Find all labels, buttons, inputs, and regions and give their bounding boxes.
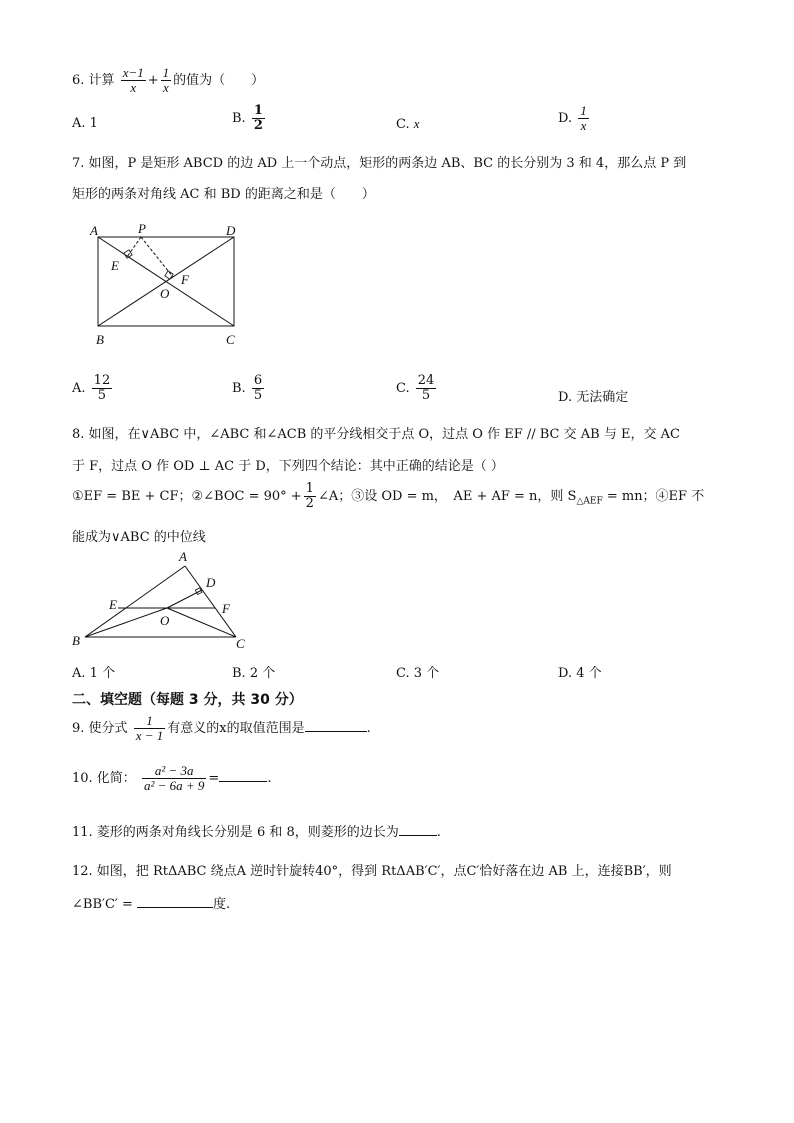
q7-option-a-fraction xyxy=(92,374,113,403)
q6-fraction-1 xyxy=(121,66,146,95)
q9-suffix: 有意义的x的取值范围是 xyxy=(167,721,305,736)
q6-option-d-den: x xyxy=(580,118,587,133)
q7-label-d: D xyxy=(226,223,236,238)
q12-line-2-prefix: ∠BB′C′ = xyxy=(72,897,133,912)
q9-answer-blank[interactable] xyxy=(305,720,367,732)
q6-suffix: 的值为（ ） xyxy=(173,73,265,88)
q7-label-a: A xyxy=(90,223,98,238)
q6-option-d-fraction xyxy=(578,104,589,133)
q8-option-c xyxy=(396,662,439,681)
q6-option-d xyxy=(558,104,591,133)
q6-option-b-den: 2 xyxy=(253,118,263,133)
q12-line-2 xyxy=(72,893,230,912)
q8-label-c: C xyxy=(236,636,245,651)
q11-line xyxy=(72,821,441,840)
q8-line-3-subscript: △AEF xyxy=(576,496,603,507)
q7-option-a xyxy=(72,374,114,403)
q6-option-a-value: 1 xyxy=(89,116,98,131)
q9-fraction xyxy=(134,714,166,743)
q12-line-2-end: 度. xyxy=(213,897,231,912)
q7-label-f: F xyxy=(181,272,189,287)
q8-line-3-frac-den: 2 xyxy=(305,496,314,511)
q7-label-c: C xyxy=(226,332,235,347)
q8-line-4: 能成为∨ABC 的中位线 xyxy=(72,530,206,545)
q6-frac1-den: x xyxy=(130,80,137,95)
q8-line-3-part-2: ∠A；③设 OD = m， AE + AF = n，则 S xyxy=(317,489,577,504)
q9-line xyxy=(72,714,371,743)
q8-option-a-value: 1 个 xyxy=(89,666,116,681)
q7-option-c-label: C. xyxy=(396,381,410,396)
q10-frac-den: a² − 6a + 9 xyxy=(143,778,205,793)
q7-option-b-num: 6 xyxy=(253,373,263,388)
q9-prefix: 9. 使分式 xyxy=(72,721,128,736)
q10-equals: = xyxy=(208,771,220,786)
q6-option-d-num: 1 xyxy=(580,103,587,118)
q10-end: . xyxy=(267,771,272,786)
q7-option-a-label: A. xyxy=(72,381,86,396)
q6-option-b-num: 1 xyxy=(253,103,263,118)
q6-fraction-2 xyxy=(161,66,172,95)
q8-line-3-part-1: ①EF = BE + CF；②∠BOC = 90° + xyxy=(72,489,302,504)
q7-label-p: P xyxy=(138,221,146,236)
q8-figure xyxy=(66,545,256,655)
q7-option-b-fraction xyxy=(252,374,264,403)
q7-option-b-den: 5 xyxy=(253,388,263,403)
q6-option-b-fraction xyxy=(252,104,265,133)
q9-frac-num: 1 xyxy=(134,714,166,729)
q7-perp-pe xyxy=(127,237,141,257)
q8-option-a xyxy=(72,662,115,681)
q10-answer-blank[interactable] xyxy=(219,770,267,782)
q11-text: 11. 菱形的两条对角线长分别是 6 和 8，则菱形的边长为 xyxy=(72,825,399,840)
q7-option-a-den: 5 xyxy=(97,388,107,403)
q11-answer-blank[interactable] xyxy=(399,824,437,836)
q7-option-b xyxy=(232,374,266,403)
q8-label-b: B xyxy=(72,633,80,648)
q6-option-d-label: D. xyxy=(558,111,573,126)
q7-option-d xyxy=(558,386,628,405)
q7-line-1: 7. 如图，P 是矩形 ABCD 的边 AD 上一个动点，矩形的两条边 AB、BC 的长分别为 3 和 4，那么点 P 到 xyxy=(72,156,687,171)
q8-label-a: A xyxy=(179,549,187,564)
q7-option-c-fraction xyxy=(416,374,437,403)
q7-option-c xyxy=(396,374,438,403)
q12-line-1: 12. 如图，把 RtΔABC 绕点A 逆时针旋转40°，得到 RtΔAB′C′，点C′恰好落在边 AB 上，连接BB′，则 xyxy=(72,864,672,879)
q7-option-b-label: B. xyxy=(232,381,246,396)
q8-line-1: 8. 如图，在∨ABC 中，∠ABC 和∠ACB 的平分线相交于点 O，过点 O 作 EF // BC 交 AB 与 E，交 AC xyxy=(72,427,680,442)
q7-option-a-num: 12 xyxy=(93,373,111,388)
q8-option-b-label: B. xyxy=(232,666,246,681)
q6-line xyxy=(72,66,264,95)
q8-option-a-label: A. xyxy=(72,666,86,681)
q7-label-o: O xyxy=(160,286,170,301)
q7-label-e: E xyxy=(111,258,119,273)
q8-line-3-fraction xyxy=(304,482,316,511)
q11-end: . xyxy=(436,825,441,840)
q10-line xyxy=(72,764,271,793)
q7-figure xyxy=(84,218,254,353)
q6-prefix: 计算 xyxy=(88,73,115,88)
q8-label-o: O xyxy=(160,613,170,628)
q6-number: 6. xyxy=(72,73,85,88)
q6-option-c xyxy=(396,116,420,132)
q8-line-3-frac-num: 1 xyxy=(305,481,314,496)
q6-plus: + xyxy=(147,73,159,88)
q10-fraction xyxy=(142,764,206,793)
q6-option-c-label: C. xyxy=(396,117,410,132)
q8-label-d: D xyxy=(206,575,216,590)
q7-option-c-num: 24 xyxy=(417,373,435,388)
q6-option-a-label: A. xyxy=(72,116,86,131)
q9-end: . xyxy=(366,721,371,736)
q8-line-3-part-3: = mn；④EF 不 xyxy=(602,489,705,504)
q6-option-c-value: x xyxy=(413,116,420,131)
section-2-title: 二、填空题（每题 3 分，共 30 分） xyxy=(72,692,303,708)
q6-frac2-num: 1 xyxy=(162,65,170,80)
q6-option-b xyxy=(232,104,267,133)
q8-option-b xyxy=(232,662,275,681)
q8-option-c-label: C. xyxy=(396,666,410,681)
q6-option-b-label: B. xyxy=(232,111,246,126)
q7-label-b: B xyxy=(96,332,104,347)
q8-label-e: E xyxy=(109,597,117,612)
q7-option-d-label: D. xyxy=(558,390,573,405)
q6-frac1-num: x−1 xyxy=(122,65,144,80)
q10-prefix: 10. 化简： xyxy=(72,771,136,786)
q8-option-d-label: D. xyxy=(558,666,573,681)
q8-option-b-value: 2 个 xyxy=(249,666,276,681)
q7-option-c-den: 5 xyxy=(421,388,431,403)
q7-line-2: 矩形的两条对角线 AC 和 BD 的距离之和是（ ） xyxy=(72,187,375,202)
q9-frac-den: x − 1 xyxy=(135,728,164,743)
q12-answer-blank[interactable] xyxy=(137,896,213,908)
q6-option-a xyxy=(72,116,98,131)
q6-frac2-den: x xyxy=(163,80,169,95)
q8-segment-bo xyxy=(85,608,167,637)
q8-line-2: 于 F，过点 O 作 OD ⊥ AC 于 D，下列四个结论：其中正确的结论是（ ） xyxy=(72,459,504,474)
q8-side-ab xyxy=(85,566,185,637)
q8-option-d-value: 4 个 xyxy=(576,666,602,681)
q8-option-d xyxy=(558,662,602,681)
q7-option-d-value: 无法确定 xyxy=(576,390,629,405)
q8-line-3 xyxy=(72,482,704,511)
q10-frac-num: a² − 3a xyxy=(142,764,206,779)
q8-label-f: F xyxy=(222,601,230,616)
q8-option-c-value: 3 个 xyxy=(413,666,440,681)
